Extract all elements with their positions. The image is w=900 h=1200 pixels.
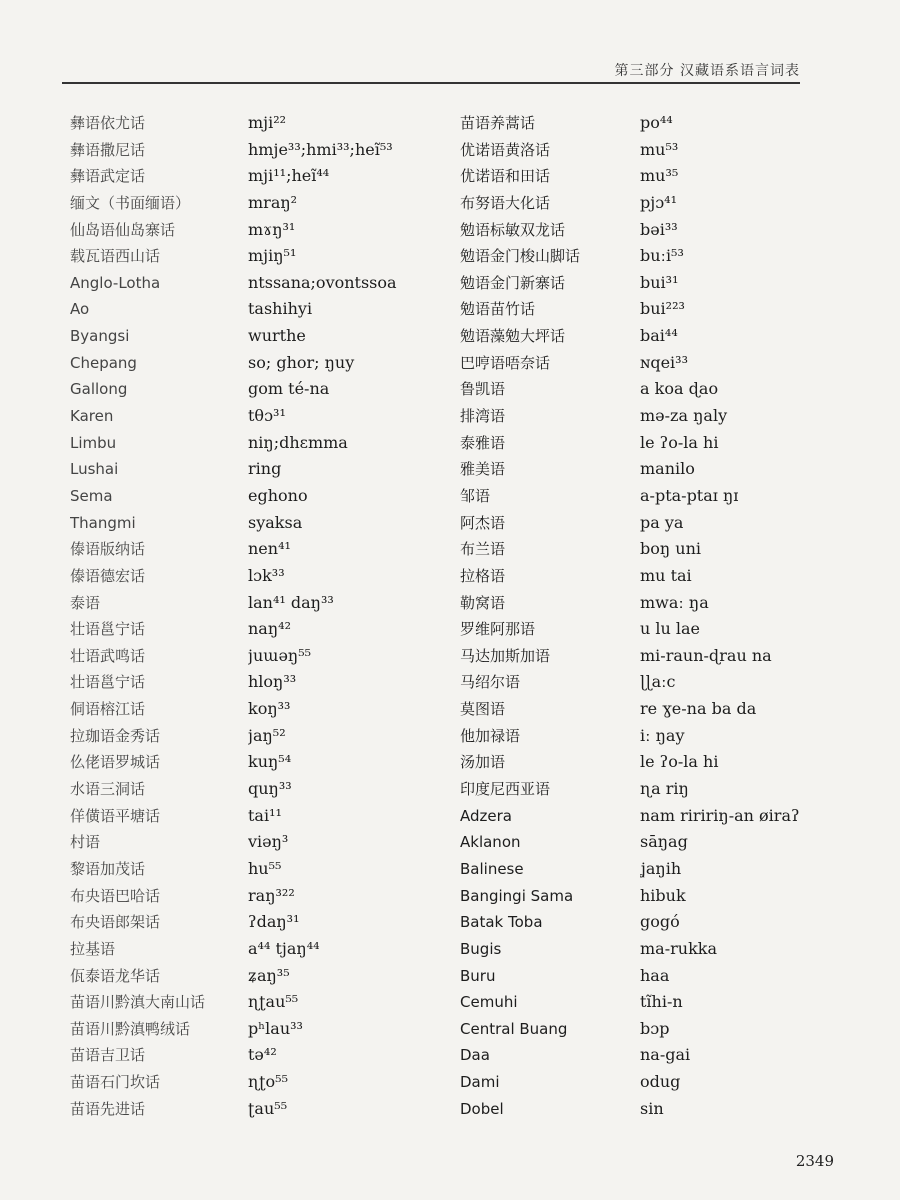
language-name: Adzera [460, 806, 512, 825]
word-form: jaŋ⁵² [248, 725, 286, 745]
word-form: bai⁴⁴ [640, 326, 678, 346]
word-form: haa [640, 965, 670, 985]
word-form: odug [640, 1072, 681, 1092]
word-form: ʝaŋih [640, 858, 682, 878]
word-form: iː ŋay [640, 725, 685, 745]
word-form: ring [248, 459, 282, 479]
language-name: 佤泰语龙华话 [70, 966, 161, 985]
word-form: mu⁵³ [640, 139, 679, 159]
word-form: boŋ uni [640, 539, 701, 559]
language-name: 优诺语黄洛话 [460, 140, 551, 159]
word-form: ɳʈo⁵⁵ [248, 1072, 288, 1092]
word-form: mu³⁵ [640, 166, 679, 186]
language-name: 泰语 [70, 593, 101, 612]
word-form: nen⁴¹ [248, 539, 291, 559]
language-name: 傣语德宏话 [70, 566, 146, 585]
language-name: 佯僙语平塘话 [70, 806, 161, 825]
language-name: 优诺语和田话 [460, 167, 551, 186]
language-name: 罗维阿那语 [460, 620, 536, 639]
word-form: a koa ɖao [640, 379, 719, 399]
word-form: tə⁴² [248, 1045, 277, 1065]
word-form: kuŋ⁵⁴ [248, 752, 292, 772]
language-name: 壮语邕宁话 [70, 673, 146, 692]
language-name: 布央语巴哈话 [70, 886, 161, 905]
language-name: Central Buang [460, 1019, 568, 1038]
word-column-right [640, 110, 840, 1122]
word-form: hloŋ³³ [248, 672, 297, 692]
word-form: mə-za ŋaly [640, 406, 728, 426]
word-form: po⁴⁴ [640, 113, 673, 132]
language-name: 布努语大化话 [460, 193, 551, 212]
word-form: sin [640, 1098, 664, 1118]
language-name: Bangingi Sama [460, 886, 574, 905]
word-form: so; ghor; ŋuy [248, 352, 355, 372]
language-name: 排湾语 [460, 407, 506, 426]
word-form: a-pta-ptaɪ ŋɪ [640, 485, 739, 505]
word-form: pa ya [640, 512, 684, 532]
language-name: Limbu [70, 433, 117, 452]
word-form: le ʔo-la hi [640, 752, 719, 772]
language-name: 仙岛语仙岛寨话 [70, 220, 176, 239]
word-form: mu tai [640, 565, 692, 585]
word-form: quŋ³³ [248, 779, 292, 799]
word-form: ɭɭaːc [640, 672, 676, 692]
language-name: Byangsi [70, 327, 130, 346]
language-name: Gallong [70, 380, 128, 399]
language-name: 苗语川黔滇大南山话 [70, 993, 206, 1012]
word-form: ɳʈau⁵⁵ [248, 992, 299, 1012]
language-name: 苗语石门坎话 [70, 1073, 161, 1092]
word-form: ma-rukka [640, 938, 717, 958]
word-column-left [248, 110, 448, 1122]
language-name: 布兰语 [460, 540, 506, 559]
language-name: 彝语撒尼话 [70, 140, 146, 159]
word-form: mwaː ŋa [640, 592, 709, 612]
word-form: ɳa riŋ [640, 779, 689, 799]
word-form: bui²²³ [640, 299, 685, 319]
word-form: gogó [640, 912, 680, 932]
language-name: 勒窝语 [460, 593, 506, 612]
word-form: hu⁵⁵ [248, 858, 282, 878]
language-column-right [460, 110, 638, 1122]
word-form: niŋ;dhɛmma [248, 432, 348, 452]
word-form: tai¹¹ [248, 805, 282, 825]
word-form: ʈau⁵⁵ [248, 1098, 288, 1118]
language-name: 勉语苗竹话 [460, 300, 536, 319]
word-form: hibuk [640, 885, 686, 905]
word-form: lɔk³³ [248, 565, 285, 585]
word-form: tĩhi-n [640, 992, 683, 1012]
language-name: Balinese [460, 859, 524, 878]
language-name: 村语 [70, 833, 101, 852]
word-form: gom té-na [248, 379, 330, 399]
language-name: Sema [70, 486, 113, 505]
language-name: 莫图语 [460, 700, 506, 719]
language-name: Aklanon [460, 833, 521, 852]
language-name: 苗语吉卫话 [70, 1046, 146, 1065]
language-name: 泰雅语 [460, 433, 506, 452]
language-name: 勉语藻勉大坪话 [460, 327, 566, 346]
word-form: ʑaŋ³⁵ [248, 965, 290, 985]
language-name: 苗语养蒿话 [460, 114, 536, 132]
language-name: 仫佬语罗城话 [70, 753, 161, 772]
word-form: manilo [640, 459, 695, 479]
language-name: 勉语金门新寨话 [460, 273, 566, 292]
language-name: Thangmi [70, 513, 136, 532]
word-form: bui³¹ [640, 272, 679, 292]
language-name: Cemuhi [460, 993, 518, 1012]
language-name: 雅美语 [460, 460, 506, 479]
language-name: 勉语金门梭山脚话 [460, 247, 581, 266]
language-name: Buru [460, 966, 496, 985]
word-form: pjɔ⁴¹ [640, 192, 677, 212]
language-name: Bugis [460, 939, 502, 958]
word-form: syaksa [248, 512, 303, 532]
language-name: 缅文（书面缅语） [70, 193, 191, 212]
language-name: 傣语版纳话 [70, 540, 146, 559]
word-form: nam riririŋ-an øiraʔ [640, 805, 800, 825]
word-form: mji²² [248, 113, 287, 132]
word-form: mɤŋ³¹ [248, 219, 296, 239]
language-name: Chepang [70, 353, 137, 372]
language-column-left [70, 110, 245, 1122]
header-rule [62, 82, 800, 84]
word-form: tθɔ³¹ [248, 406, 286, 426]
word-form: ʔdaŋ³¹ [248, 912, 300, 932]
word-form: mjiŋ⁵¹ [248, 246, 297, 266]
word-form: eghono [248, 485, 308, 505]
word-form: buːi⁵³ [640, 246, 684, 266]
language-name: Karen [70, 407, 114, 426]
language-name: 苗语先进话 [70, 1099, 146, 1118]
language-name: 水语三洞话 [70, 780, 146, 799]
word-form: bəi³³ [640, 219, 678, 239]
language-name: Batak Toba [460, 913, 543, 932]
language-name: 拉珈语金秀话 [70, 726, 161, 745]
word-form: naŋ⁴² [248, 619, 291, 639]
word-form: mi-raun-ɖrau na [640, 645, 772, 665]
language-name: Anglo-Lotha [70, 273, 161, 292]
language-name: 布央语郎架话 [70, 913, 161, 932]
word-form: le ʔo-la hi [640, 432, 719, 452]
language-name: Dobel [460, 1099, 504, 1118]
language-name: 拉基语 [70, 939, 116, 958]
language-name: 巴哼语唔奈话 [460, 353, 551, 372]
word-form: raŋ³²² [248, 885, 295, 905]
language-name: 壮语武鸣话 [70, 646, 146, 665]
language-name: 勉语标敏双龙话 [460, 220, 566, 239]
word-form: mraŋ² [248, 192, 298, 212]
word-form: viəŋ³ [248, 832, 289, 852]
word-form: bɔp [640, 1018, 670, 1038]
language-name: 彝语依尤话 [70, 114, 146, 132]
language-name: 鲁凯语 [460, 380, 506, 399]
language-name: 阿杰语 [460, 513, 506, 532]
word-form: pʰlau³³ [248, 1018, 303, 1038]
word-form: wurthe [248, 326, 306, 346]
language-name: 拉格语 [460, 566, 506, 585]
language-name: 马绍尔语 [460, 673, 521, 692]
word-form: koŋ³³ [248, 699, 291, 719]
language-name: 他加禄语 [460, 726, 521, 745]
language-name: Lushai [70, 460, 119, 479]
language-name: 苗语川黔滇鸭绒话 [70, 1019, 191, 1038]
page-number: 2349 [795, 1152, 834, 1170]
language-name: 壮语邕宁话 [70, 620, 146, 639]
language-name: Dami [460, 1073, 500, 1092]
language-name: 载瓦语西山话 [70, 247, 161, 266]
word-form: a⁴⁴ tjaŋ⁴⁴ [248, 938, 320, 958]
word-form: mji¹¹;heĩ⁴⁴ [248, 166, 330, 186]
language-name: 侗语榕江话 [70, 700, 146, 719]
language-name: 邹语 [460, 486, 491, 505]
word-form: na-gai [640, 1045, 691, 1065]
word-form: juɯəŋ⁵⁵ [248, 645, 312, 665]
language-name: Ao [70, 300, 90, 319]
language-name: 马达加斯加语 [460, 646, 551, 665]
language-name: Daa [460, 1046, 490, 1065]
word-form: ɴqei³³ [640, 352, 688, 372]
word-form: hmje³³;hmi³³;heĩ⁵³ [248, 139, 393, 159]
language-name: 汤加语 [460, 753, 506, 772]
running-header: 第三部分 汉藏语系语言词表 [614, 63, 800, 79]
language-name: 黎语加茂话 [70, 859, 146, 878]
word-form: tashihyi [248, 299, 313, 319]
word-form: re ɣe-na ba da [640, 699, 757, 719]
language-name: 印度尼西亚语 [460, 780, 551, 799]
language-name: 彝语武定话 [70, 167, 146, 186]
word-form: ntssana;ovontssoa [248, 272, 397, 292]
word-form: sāŋag [640, 832, 688, 852]
word-form: lan⁴¹ daŋ³³ [248, 592, 334, 612]
word-form: u lu lae [640, 619, 701, 639]
